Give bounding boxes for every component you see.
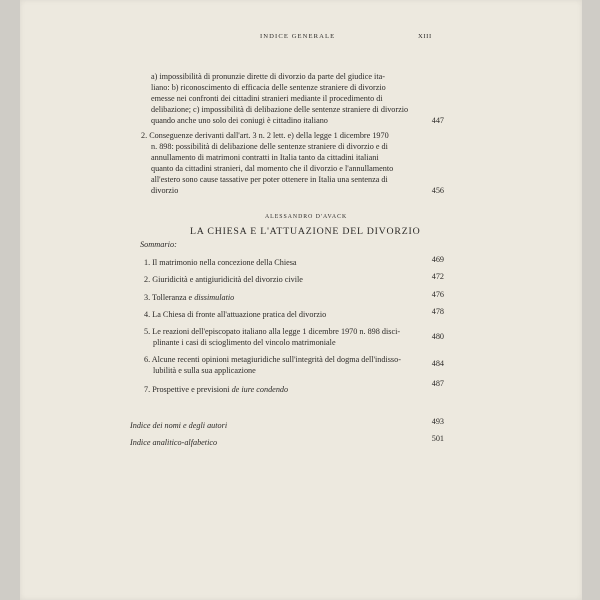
- toc-entry-2-page: 456: [431, 186, 444, 195]
- toc-entry-2-line-4: quanto da cittadini stranieri, dal momento che il divorzio e l'annullamento: [151, 164, 394, 173]
- summary-item-1-page: 469: [431, 255, 444, 264]
- summary-item-6-line-2: lubilità e sulla sua applicazione: [153, 366, 256, 375]
- summary-item-5-line-2: plinante i casi di scioglimento del vincolo matrimoniale: [153, 338, 336, 347]
- book-page: [20, 0, 582, 600]
- toc-entry-a-line-2: liano: b) riconoscimento di efficacia delle sentenze straniere di divorzio: [151, 83, 386, 92]
- toc-entry-2-line-2: n. 898: possibilità di delibazione delle sentenze straniere di divorzio e di: [151, 142, 388, 151]
- dissimulatio-term: dissimulatio: [194, 293, 235, 302]
- index-names-label: Indice dei nomi e degli autori: [130, 421, 228, 430]
- toc-entry-a-line-1: a) impossibilità di pronunzie dirette di divorzio da parte del giudice ita-: [151, 72, 385, 81]
- toc-entry-2-line-5: all'estero sono cause tassative per poter ottenere in Italia una sentenza di: [151, 175, 388, 184]
- summary-item-2-text: 2. Giuridicità e antigiuridicità del divorzio civile: [144, 275, 303, 284]
- page-number: XIII: [418, 33, 432, 40]
- toc-entry-2-line-3: annullamento di matrimoni contratti in Italia tanto da cittadini italiani: [151, 153, 379, 162]
- index-analytic-label: Indice analitico-alfabetico: [130, 438, 218, 447]
- de-iure-condendo-term: de iure condendo: [231, 385, 289, 394]
- summary-item-7-page: 487: [431, 379, 444, 388]
- summary-item-2-page: 472: [431, 272, 444, 281]
- running-title: INDICE GENERALE: [260, 33, 336, 40]
- summary-item-5-line-1: 5. Le reazioni dell'episcopato italiano alla legge 1 dicembre 1970 n. 898 disci-: [144, 327, 401, 336]
- index-analytic-page: 501: [431, 434, 444, 443]
- toc-entry-a-line-5: quando anche uno solo dei coniugi è cittadino italiano: [151, 116, 328, 125]
- section-title: LA CHIESA E L'ATTUAZIONE DEL DIVORZIO: [190, 226, 421, 237]
- toc-entry-a-line-4: delibazione; c) impossibilità di delibazione delle sentenze straniere di divorzio: [151, 105, 409, 114]
- toc-entry-a-page: 447: [431, 116, 444, 125]
- summary-item-4-page: 478: [431, 307, 444, 316]
- summary-item-3-page: 476: [431, 290, 444, 299]
- summary-item-1-text: 1. Il matrimonio nella concezione della Chiesa: [144, 258, 297, 267]
- index-names-page: 493: [431, 417, 444, 426]
- summary-item-6-line-1: 6. Alcune recenti opinioni metagiuridiche sull'integrità del dogma dell'indisso-: [144, 355, 401, 364]
- summary-item-3-text: 3. Tolleranza e dissimulatio: [144, 293, 235, 302]
- summary-item-4-text: 4. La Chiesa di fronte all'attuazione pratica del divorzio: [144, 310, 327, 319]
- summary-item-7-text: 7. Prospettive e previsioni de iure condendo: [144, 385, 289, 394]
- toc-entry-a-line-3: emesse nei confronti dei cittadini stranieri mediante il procedimento di: [151, 94, 383, 103]
- summary-item-6-page: 484: [431, 359, 444, 368]
- toc-entry-2-line-1: 2. Conseguenze derivanti dall'art. 3 n. 2 lett. e) della legge 1 dicembre 1970: [141, 131, 389, 140]
- toc-entry-2-line-6: divorzio: [151, 186, 179, 195]
- section-author: ALESSANDRO D'AVACK: [265, 214, 348, 220]
- page-header: [20, 33, 582, 45]
- summary-item-5-page: 480: [431, 332, 444, 341]
- summary-label: Sommario:: [140, 240, 177, 249]
